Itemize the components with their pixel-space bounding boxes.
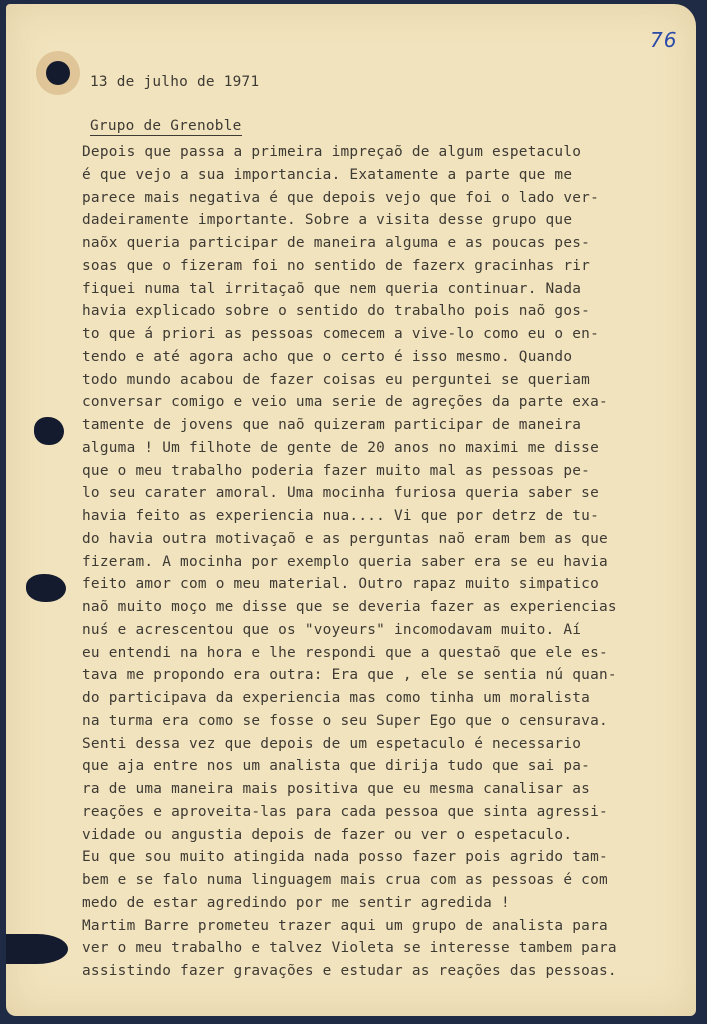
text-line: Martim Barre prometeu trazer aqui um grupo de analista para xyxy=(82,917,608,934)
text-line: é que vejo a sua importancia. Exatamente a parte que me xyxy=(82,166,573,183)
text-line: tendo e até agora acho que o certo é isso mesmo. Quando xyxy=(82,348,573,365)
text-line: to que á priori as pessoas comecem a vive-lo como eu o en- xyxy=(82,326,600,342)
punch-hole xyxy=(26,574,66,602)
text-line: dadeiramente importante. Sobre a visita desse grupo que xyxy=(82,212,573,229)
text-line: vidade ou angustia depois de fazer ou ver o espetaculo. xyxy=(82,826,573,843)
text-line: naõ muito moço me disse que se deveria fazer as experiencias xyxy=(82,599,617,615)
text-line: Eu que sou muito atingida nada posso fazer pois agrido tam- xyxy=(82,849,608,866)
text-line: Depois que passa a primeira impreçaõ de algum espetaculo xyxy=(82,144,582,160)
text-line: havia feito as experiencia nua.... Vi que por detrz de tu- xyxy=(82,508,600,524)
text-line: que aja entre nos um analista que dirija tudo que sai pa- xyxy=(82,758,591,775)
text-line: fiquei numa tal irritaçaõ que nem queria continuar. Nada xyxy=(82,280,582,297)
text-line: tava me propondo era outra: Era que , ele se sentia nú quan- xyxy=(82,667,617,684)
text-line: soas que o fizeram foi no sentido de fazerx gracinhas rir xyxy=(82,257,591,274)
handwritten-page-number: 76 xyxy=(650,28,678,52)
text-line: ra de uma maneira mais positiva que eu mesma canalisar as xyxy=(82,781,591,797)
text-line: todo mundo acabou de fazer coisas eu perguntei se queriam xyxy=(82,371,591,388)
text-line: Senti dessa vez que depois de um espetaculo é necessario xyxy=(82,735,582,752)
text-line: na turma era como se fosse o seu Super Ego que o censurava. xyxy=(82,712,608,729)
text-line: medo de estar agredindo por me sentir agredida ! xyxy=(82,894,510,911)
text-line: alguma ! Um filhote de gente de 20 anos no maximi me disse xyxy=(82,439,600,456)
text-line: eu entendi na hora e lhe respondi que a questaõ que ele es- xyxy=(82,644,608,661)
text-line: feito amor com o meu material. Outro rapaz muito simpatico xyxy=(82,576,600,593)
text-line: naõx queria participar de maneira alguma e as poucas pes- xyxy=(82,235,591,251)
text-line: do havia outra motivaçaõ e as perguntas naõ eram bem as que xyxy=(82,530,608,547)
text-line: reações e aproveita-las para cada pessoa que sinta agressi- xyxy=(82,803,608,820)
document-date: 13 de julho de 1971 xyxy=(90,74,260,90)
typed-body-text xyxy=(82,141,692,983)
text-line: que o meu trabalho poderia fazer muito mal as pessoas pe- xyxy=(82,462,591,479)
text-line: ver o meu trabalho e talvez Violeta se interesse tambem para xyxy=(82,940,617,957)
document-heading: Grupo de Grenoble xyxy=(90,118,242,134)
text-line: lo seu carater amoral. Uma mocinha furiosa queria saber se xyxy=(82,485,600,502)
text-line: parece mais negativa é que depois vejo que foi o lado ver- xyxy=(82,189,600,206)
punch-hole xyxy=(6,934,68,964)
text-line: assistindo fazer gravações e estudar as reações das pessoas. xyxy=(82,963,617,979)
punch-hole xyxy=(46,61,70,85)
text-line: conversar comigo e veio uma serie de agreções da parte exa- xyxy=(82,394,608,411)
text-line: nuś e acrescentou que os "voyeurs" incomodavam muito. Aí xyxy=(82,621,582,638)
text-line: tamente de jovens que naõ quizeram participar de maneira xyxy=(82,417,582,433)
punch-hole xyxy=(34,417,64,445)
text-line: do participava da experiencia mas como tinha um moralista xyxy=(82,690,591,706)
text-line: fizeram. A mocinha por exemplo queria saber era se eu havia xyxy=(82,553,608,570)
text-line: bem e se falo numa linguagem mais crua com as pessoas é com xyxy=(82,872,608,888)
text-line: havia explicado sobre o sentido do trabalho pois naõ gos- xyxy=(82,303,591,320)
